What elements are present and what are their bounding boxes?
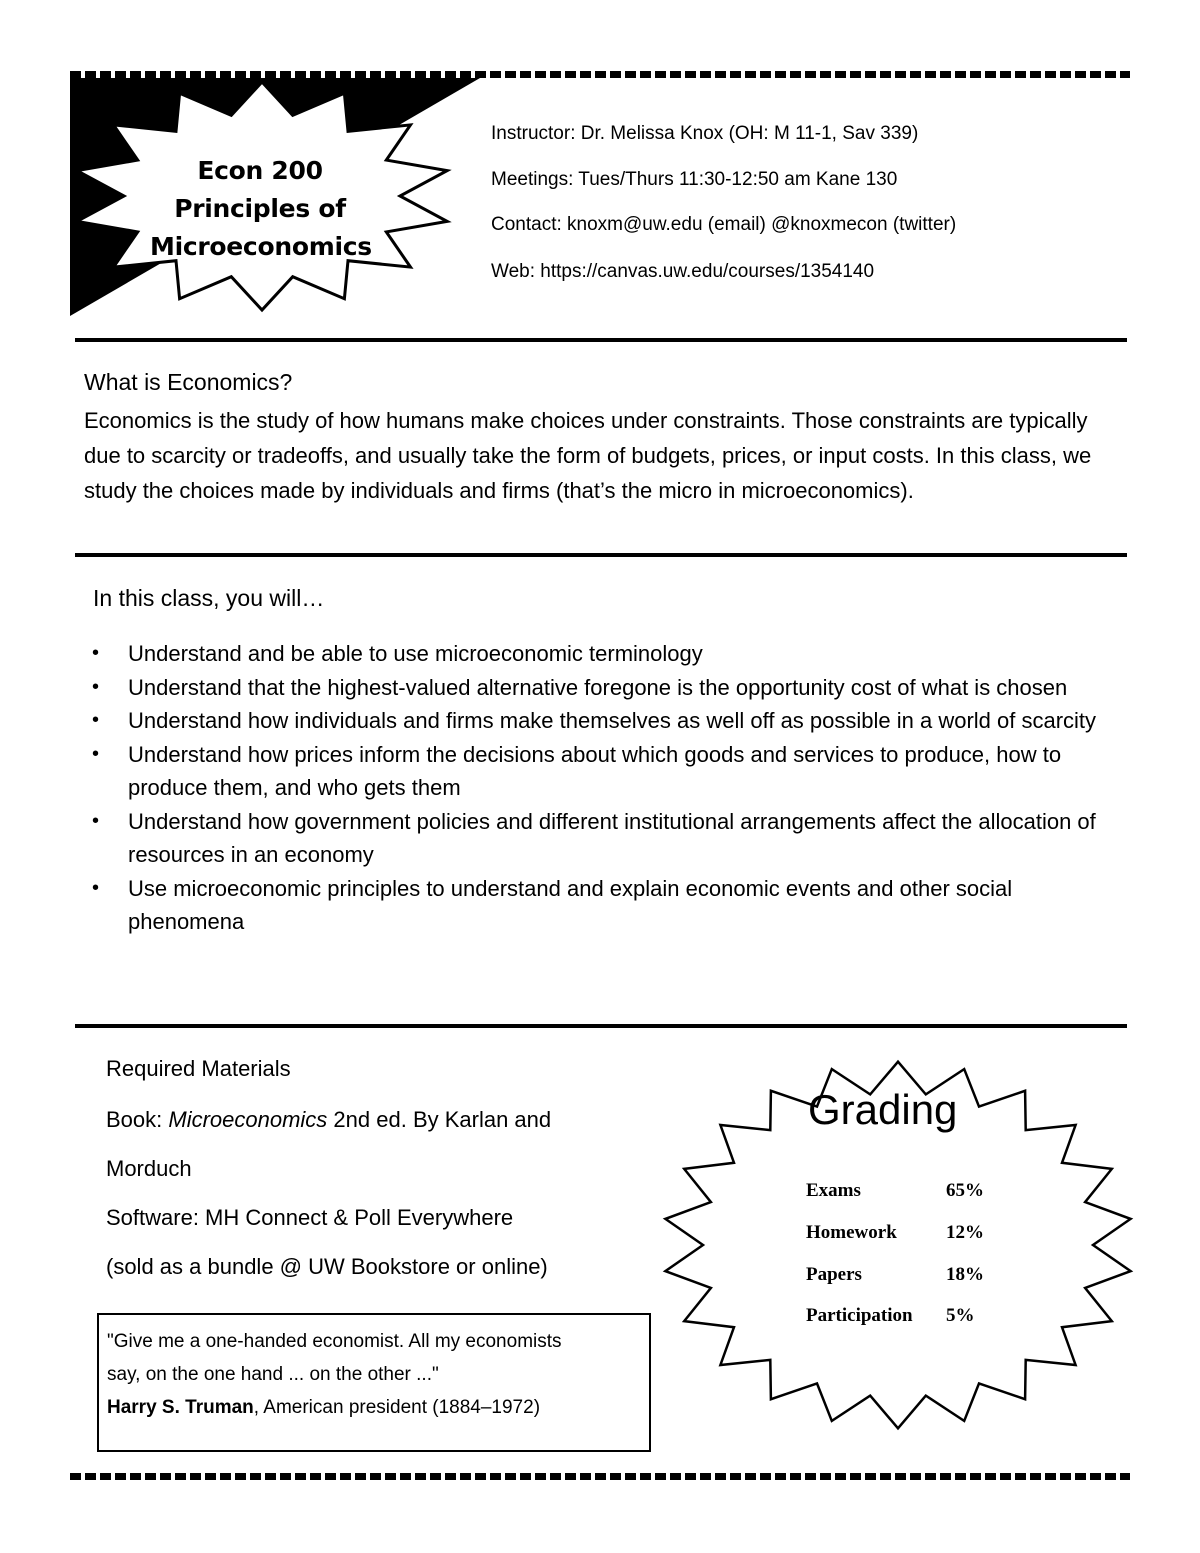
economics-heading: What is Economics?	[84, 369, 293, 395]
grade-label: Papers	[806, 1264, 862, 1285]
grading-title: Grading	[808, 1086, 958, 1133]
quote-attribution	[107, 1391, 641, 1424]
grade-row	[806, 1180, 996, 1202]
section-divider	[75, 553, 1127, 557]
grade-percent: 65%	[946, 1180, 984, 1201]
materials-heading: Required Materials	[106, 1056, 291, 1081]
bundle-line: (sold as a bundle @ UW Bookstore or online)	[106, 1254, 548, 1279]
book-prefix: Book:	[106, 1107, 169, 1132]
grade-percent: 18%	[946, 1264, 984, 1285]
goals-heading: In this class, you will…	[93, 585, 325, 611]
quote-author-description: , American president (1884–1972)	[253, 1397, 541, 1418]
grade-percent: 5%	[946, 1305, 975, 1326]
list-item: • Understand how individuals and firms make themselves as well off as possible in a world of scarcity	[128, 704, 1118, 738]
grade-label: Homework	[806, 1222, 897, 1243]
quote-text-line: say, on the one hand ... on the other ..."	[107, 1364, 439, 1385]
course-title	[150, 152, 370, 266]
grade-row	[806, 1305, 996, 1327]
goals-list	[128, 637, 1118, 939]
software-line: Software: MH Connect & Poll Everywhere	[106, 1205, 514, 1230]
section-divider	[75, 338, 1127, 342]
grade-percent: 12%	[946, 1222, 984, 1243]
top-dashed-border	[70, 71, 1130, 78]
book-suffix: 2nd ed. By Karlan and	[327, 1107, 552, 1132]
list-item: • Understand how prices inform the decisions about which goods and services to produce, how to produce them, and who gets them	[128, 738, 1118, 805]
grade-label: Exams	[806, 1180, 861, 1201]
grade-row	[806, 1264, 996, 1286]
section-divider	[75, 1024, 1127, 1028]
instructor-info: Instructor: Dr. Melissa Knox (OH: M 11-1, Sav 339)	[491, 123, 919, 144]
list-item: • Understand that the highest-valued alternative foregone is the opportunity cost of what is chosen	[128, 671, 1118, 705]
bottom-dashed-border	[70, 1473, 1130, 1480]
book-line	[106, 1107, 551, 1133]
meetings-info: Meetings: Tues/Thurs 11:30-12:50 am Kane 130	[491, 169, 898, 190]
web-info: Web: https://canvas.uw.edu/courses/1354140	[491, 261, 875, 282]
quote-author: Harry S. Truman	[107, 1397, 254, 1418]
list-item: • Understand and be able to use microeconomic terminology	[128, 637, 1118, 671]
book-title: Microeconomics	[168, 1107, 328, 1132]
grade-label: Participation	[806, 1305, 913, 1326]
grade-row	[806, 1222, 996, 1244]
course-title-line: Principles of	[174, 194, 346, 223]
quote-text-line: "Give me a one-handed economist. All my economists	[107, 1331, 562, 1352]
book-authors-line: Morduch	[106, 1156, 192, 1181]
list-item: • Use microeconomic principles to understand and explain economic events and other social phenomena	[128, 872, 1118, 939]
economics-description: Economics is the study of how humans make choices under constraints. Those constraints are typically due to scarcity or tradeoffs, and usually take the form of budgets, prices, or input costs. In this class, we study the choices made by individuals and firms (that’s the micro in microeconomics).	[84, 408, 1092, 503]
course-title-line: Econ 200	[197, 156, 323, 185]
contact-info: Contact: knoxm@uw.edu (email) @knoxmecon (twitter)	[491, 214, 957, 235]
course-title-line: Microeconomics	[150, 232, 372, 261]
list-item: • Understand how government policies and different institutional arrangements affect the allocation of resources in an economy	[128, 805, 1118, 872]
quote-box	[97, 1313, 651, 1452]
